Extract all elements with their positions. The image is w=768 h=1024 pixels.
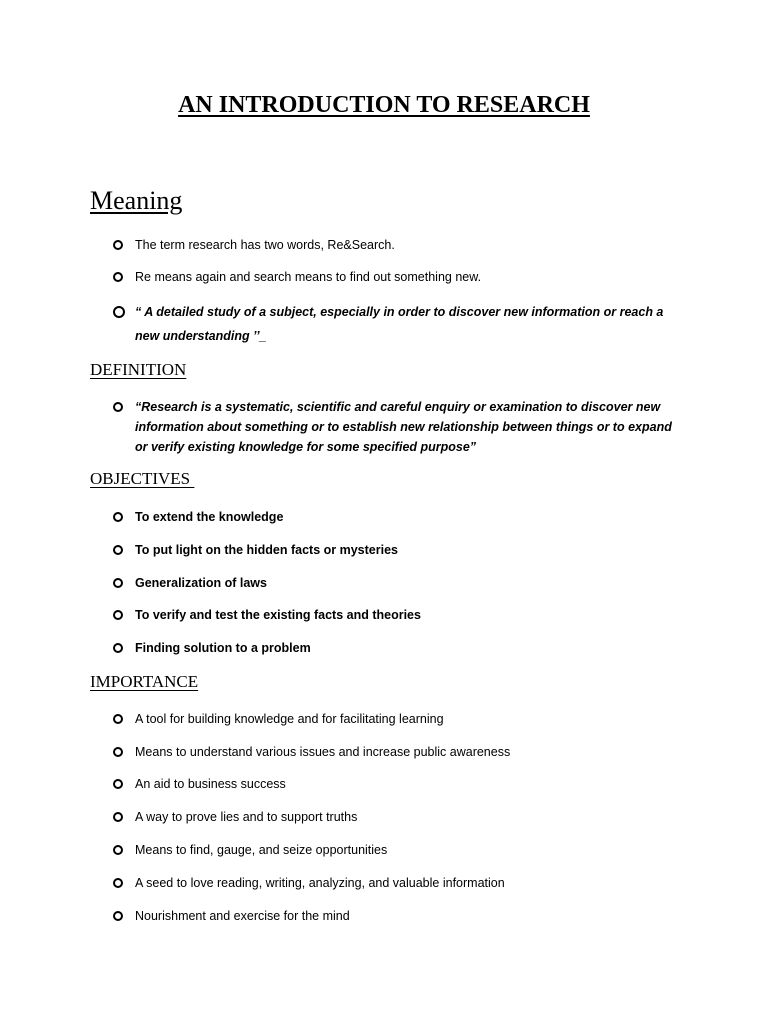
circle-bullet-icon [113,779,123,789]
circle-bullet-icon [113,240,123,250]
list-item [113,508,683,526]
circle-bullet-icon [113,714,123,724]
list-item [113,639,683,657]
circle-bullet-icon [113,578,123,588]
list-item [113,398,683,457]
list-item-text: A seed to love reading, writing, analyzing, and valuable information [135,876,505,890]
section-heading-meaning: Meaning [90,186,183,215]
section-heading-importance: IMPORTANCE [90,672,199,691]
list-item-text: Means to find, gauge, and seize opportunities [135,843,388,857]
list-item-text: The term research has two words, Re&Search. [135,238,395,252]
list-item [113,303,683,348]
list-item-text: Generalization of laws [135,576,267,590]
list-item-text: An aid to business success [135,777,286,791]
circle-bullet-icon [113,512,123,522]
circle-bullet-icon [113,306,125,318]
list-item-text: Means to understand various issues and increase public awareness [135,745,511,759]
list-item-text: “Research is a systematic, scientific and careful enquiry or examination to discover new information about something or to establish new relationship between things or to expand or verify existing knowledge for some specified purpose” [135,400,672,454]
circle-bullet-icon [113,911,123,921]
list-item-text: A way to prove lies and to support truths [135,810,358,824]
list-item-text: Nourishment and exercise for the mind [135,909,350,923]
circle-bullet-icon [113,402,123,412]
list-item-text: To put light on the hidden facts or mysteries [135,543,398,557]
list-item [113,841,683,859]
circle-bullet-icon [113,812,123,822]
list-item [113,236,683,254]
list-item [113,541,683,559]
list-item [113,775,683,793]
section-heading-objectives: OBJECTIVES [90,469,195,488]
list-item [113,874,683,892]
list-item-text: To verify and test the existing facts and theories [135,608,421,622]
circle-bullet-icon [113,610,123,620]
list-item-text: To extend the knowledge [135,510,284,524]
document-title: AN INTRODUCTION TO RESEARCH [178,92,590,118]
circle-bullet-icon [113,878,123,888]
list-item-text: “ A detailed study of a subject, especially in order to discover new information or reach a new understanding ’’_ [135,305,664,343]
circle-bullet-icon [113,545,123,555]
circle-bullet-icon [113,747,123,757]
list-item-text: Re means again and search means to find out something new. [135,270,482,284]
section-heading-definition: DEFINITION [90,360,187,379]
list-item [113,574,683,592]
circle-bullet-icon [113,845,123,855]
list-item [113,606,683,624]
list-item [113,907,683,925]
list-item-text: Finding solution to a problem [135,641,311,655]
list-item [113,808,683,826]
circle-bullet-icon [113,643,123,653]
list-item-text: A tool for building knowledge and for facilitating learning [135,712,444,726]
list-item [113,743,683,761]
circle-bullet-icon [113,272,123,282]
list-item [113,268,683,286]
list-item [113,710,683,728]
